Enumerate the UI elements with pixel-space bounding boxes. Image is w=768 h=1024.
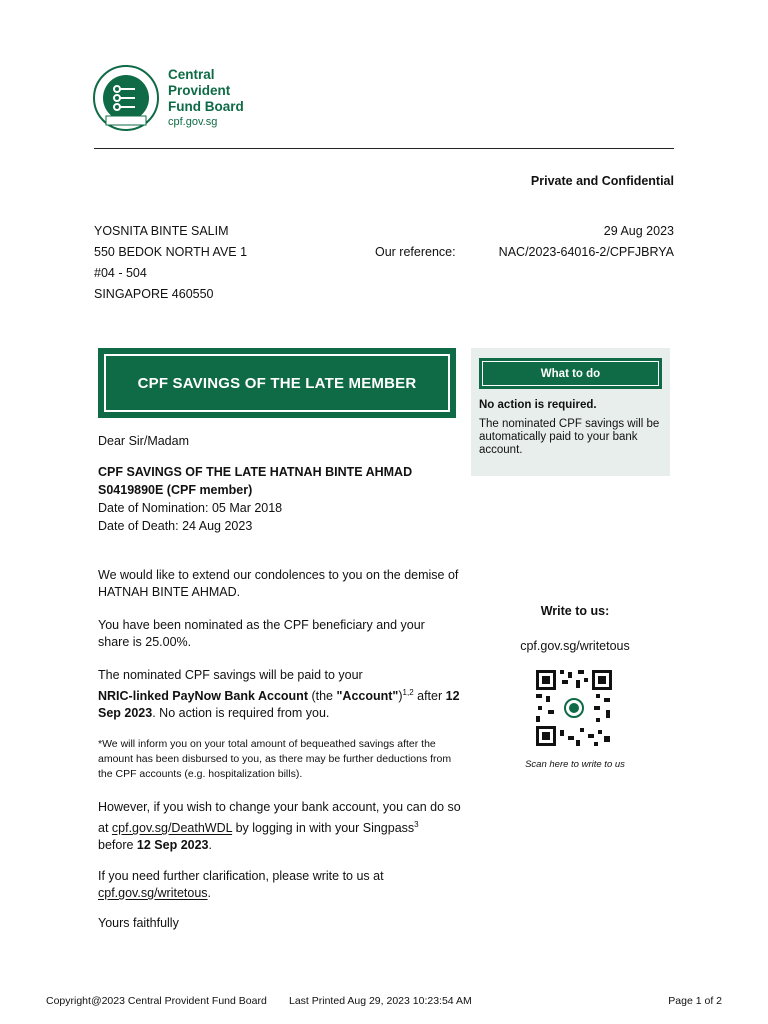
recipient-address-line1: 550 BEDOK NORTH AVE 1 <box>94 245 248 259</box>
payment-close: ) <box>398 689 403 704</box>
qr-code[interactable] <box>536 670 612 746</box>
org-name-line1: Central <box>168 67 215 82</box>
banner-border <box>104 354 450 412</box>
payment-intro: The nominated CPF savings will be paid to your <box>98 668 363 682</box>
what-to-do-headline: No action is required. <box>479 399 597 411</box>
payment-details <box>98 684 470 722</box>
what-to-do-header <box>479 358 662 389</box>
payment-account-quote: "Account" <box>336 689 399 704</box>
confidential-label: Private and Confidential <box>530 174 674 188</box>
write-to-us-title: Write to us: <box>540 604 610 618</box>
payment-account: NRIC-linked PayNow Bank Account <box>98 689 308 704</box>
recipient-address-line3: SINGAPORE 460550 <box>94 287 214 301</box>
recipient-name: YOSNITA BINTE SALIM <box>94 224 229 238</box>
singpass-footnote-ref: 3 <box>414 820 419 829</box>
payment-after: after <box>413 689 446 704</box>
nomination-date: Date of Nomination: 05 Mar 2018 <box>98 501 283 515</box>
change-end: . <box>208 838 212 853</box>
what-to-do-title: What to do <box>540 368 601 380</box>
footer-copyright: Copyright@2023 Central Provident Fund Board <box>46 995 267 1007</box>
change-before: before <box>98 838 137 853</box>
qr-caption: Scan here to write to us <box>525 759 625 770</box>
footer-printed-date: Last Printed Aug 29, 2023 10:23:54 AM <box>289 995 472 1007</box>
letter-date: 29 Aug 2023 <box>603 224 674 238</box>
share-paragraph: You have been nominated as the CPF beneficiary and your share is 25.00%. <box>98 618 425 649</box>
title-banner <box>98 348 456 418</box>
org-name-line2: Provident <box>168 83 231 98</box>
header-divider <box>94 148 674 149</box>
write-to-us-url[interactable]: cpf.gov.sg/writetous <box>520 639 630 653</box>
condolence-paragraph: We would like to extend our condolences to you on the demise of HATNAH BINTE AHMAD. <box>98 568 459 599</box>
payment-date: 12 Sep 2023 <box>98 689 460 721</box>
clarification-paragraph <box>98 868 470 902</box>
recipient-address-line2: #04 - 504 <box>94 266 147 280</box>
payment-paragraph <box>98 667 470 722</box>
payment-end: . No action is required from you. <box>152 706 330 721</box>
salutation: Dear Sir/Madam <box>98 434 189 448</box>
banner-title: CPF SAVINGS OF THE LATE MEMBER <box>137 375 417 392</box>
footer-page-number: Page 1 of 2 <box>668 995 722 1007</box>
reference-value: NAC/2023-64016-2/CPFJBRYA <box>498 245 674 259</box>
change-intro: However, if you wish to change your bank account, you can do so at <box>98 800 461 836</box>
payment-the: (the <box>308 689 337 704</box>
reference-label: Our reference: <box>375 245 456 259</box>
bequeathed-note: *We will inform you on your total amount of bequeathed savings after the amount has been disbursed to you, as there may be further deductions from the CPF accounts (e.g. hospitalization bills). <box>98 738 452 780</box>
payment-footnote-ref: 1,2 <box>402 688 414 697</box>
clarify-intro: If you need further clarification, please write to us at <box>98 869 384 883</box>
change-date: 12 Sep 2023 <box>136 838 209 853</box>
change-mid: by logging in with your Singpass <box>232 821 415 836</box>
cpf-logo-seal <box>92 64 160 132</box>
member-id: S0419890E (CPF member) <box>98 483 253 497</box>
writetous-link[interactable]: cpf.gov.sg/writetous <box>98 886 208 900</box>
org-url: cpf.gov.sg <box>168 116 218 128</box>
letter-subject: CPF SAVINGS OF THE LATE HATNAH BINTE AHMAD <box>98 465 413 479</box>
death-date: Date of Death: 24 Aug 2023 <box>98 519 253 533</box>
clarify-end: . <box>207 886 212 900</box>
what-to-do-panel <box>471 348 670 476</box>
org-name <box>168 67 244 115</box>
deathwdl-link[interactable]: cpf.gov.sg/DeathWDL <box>111 821 233 836</box>
what-to-do-description: The nominated CPF savings will be automatically paid to your bank account. <box>479 418 660 456</box>
change-account-paragraph <box>98 799 468 854</box>
what-to-do-header-border <box>482 361 659 386</box>
closing: Yours faithfully <box>98 916 179 930</box>
org-name-line3: Fund Board <box>168 99 244 114</box>
